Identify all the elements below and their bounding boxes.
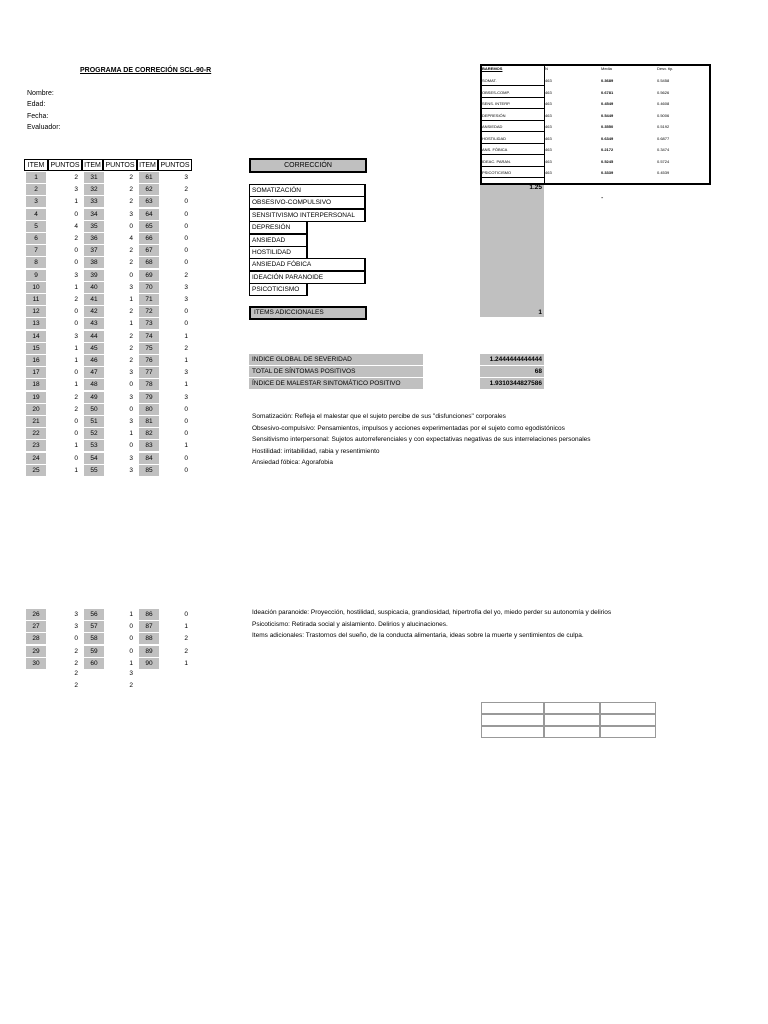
item-points: 2 (184, 635, 188, 643)
baremos-table (480, 64, 711, 185)
baremos-cell: HOSTILIDAD (482, 135, 507, 141)
item-number: 17 (26, 367, 46, 378)
item-number: 57 (84, 621, 104, 632)
baremos-row-divider (480, 97, 544, 98)
scale-label: HOSTILIDAD (249, 246, 308, 259)
item-number: 32 (84, 184, 104, 195)
item-points: 0 (184, 466, 188, 474)
description-line: Sensitivismo interpersonal: Sujetos autorreferenciales y con expectativas negativas de sus interrelaciones personales (252, 436, 591, 443)
item-points: 1 (129, 611, 133, 618)
item-points: 1 (74, 198, 78, 206)
item-points: 0 (129, 635, 133, 643)
item-number: 40 (84, 282, 104, 293)
baremos-row-divider (480, 131, 544, 132)
item-number: 19 (26, 392, 46, 403)
item-column-header: PUNTOS (158, 159, 192, 171)
scale-label: ANSIEDAD (249, 234, 308, 247)
scale-label: OBSESIVO-COMPULSIVO (249, 196, 366, 209)
item-points: 1 (74, 466, 78, 474)
item-number: 67 (139, 245, 159, 256)
item-points: 1 (184, 381, 188, 389)
item-column-header: ITEM (24, 159, 48, 171)
item-points: 3 (129, 466, 133, 474)
item-points: 2 (74, 647, 78, 655)
item-number: 80 (139, 404, 159, 415)
baremos-cell: 463 (545, 170, 552, 175)
item-points: 2 (74, 296, 78, 303)
item-points: 1 (74, 381, 78, 389)
item-points: 0 (129, 623, 133, 631)
item-number: 43 (84, 318, 104, 329)
somatizacion-score: 1.25 (529, 184, 542, 191)
additional-items-label: ITEMS ADICCIONALES (249, 306, 367, 320)
item-number: 35 (84, 221, 104, 232)
item-points: 3 (184, 369, 188, 377)
item-points: 0 (184, 247, 188, 255)
baremos-cell: 463 (545, 158, 552, 164)
index-label: ÍNDICE DE MALESTAR SINTOMÁTICO POSITIVO (249, 378, 423, 389)
item-number: 66 (139, 233, 159, 244)
item-number: 72 (139, 306, 159, 317)
baremos-cell: 0.6781 (601, 89, 614, 95)
item-number: 50 (84, 404, 104, 415)
item-number: 62 (139, 184, 159, 195)
empty-grid-cell (600, 726, 656, 738)
item-points: 1 (184, 623, 188, 631)
page-title: PROGRAMA DE CORRECIÓN SCL-90-R (80, 67, 212, 74)
extra-points: 3 (129, 670, 133, 677)
item-number: 24 (26, 453, 46, 464)
item-number: 16 (26, 355, 46, 366)
baremos-cell: 463 (545, 101, 552, 106)
item-number: 73 (139, 318, 159, 329)
name-label: Nombre: (27, 90, 54, 97)
item-number: 2 (26, 184, 46, 195)
item-column-header: PUNTOS (48, 159, 82, 171)
description-line: Psicoticismo: Retirada social y aislamiento. Delirios y alucinaciones. (252, 620, 448, 628)
item-number: 74 (139, 331, 159, 342)
item-points: 0 (184, 210, 188, 218)
item-points: 3 (74, 623, 78, 631)
age-label: Edad: (27, 101, 46, 108)
baremos-cell: 0.2172 (601, 147, 614, 152)
baremos-row-divider (480, 177, 544, 178)
item-number: 84 (139, 453, 159, 464)
item-number: 47 (84, 367, 104, 378)
item-points: 0 (74, 247, 78, 255)
description-line: Somatización: Refleja el malestar que el sujeto percibe de sus "disfunciones" corporales (252, 413, 506, 420)
index-value: 68 (480, 366, 544, 377)
baremos-row-divider (480, 143, 544, 144)
baremos-row-divider (480, 85, 544, 86)
item-number: 64 (139, 209, 159, 220)
item-number: 21 (26, 416, 46, 427)
item-number: 34 (84, 209, 104, 220)
item-number: 48 (84, 379, 104, 390)
item-points: 0 (184, 405, 188, 413)
item-points: 3 (129, 418, 133, 425)
item-number: 87 (139, 621, 159, 632)
baremos-cell: 0.6877 (657, 135, 670, 141)
baremos-cell: ANS. FÓBICA (482, 147, 508, 152)
baremos-cell: 0.4608 (657, 101, 670, 106)
empty-grid-cell (481, 714, 544, 726)
item-number: 85 (139, 465, 159, 476)
item-number: 51 (84, 416, 104, 427)
item-points: 0 (184, 235, 188, 242)
item-number: 3 (26, 196, 46, 207)
item-points: 2 (74, 405, 78, 413)
item-points: 1 (129, 430, 133, 438)
item-points: 3 (129, 454, 133, 462)
item-points: 0 (129, 222, 133, 230)
item-points: 0 (129, 271, 133, 279)
item-points: 2 (129, 308, 133, 316)
item-points: 1 (184, 332, 188, 340)
item-number: 4 (26, 209, 46, 220)
item-points: 2 (129, 247, 133, 255)
item-points: 0 (184, 611, 188, 618)
item-number: 58 (84, 633, 104, 644)
item-number: 13 (26, 318, 46, 329)
baremos-cell: 0.5006 (657, 112, 670, 118)
item-number: 14 (26, 331, 46, 342)
item-number: 52 (84, 428, 104, 439)
baremos-cell: ANSIEDAD (482, 124, 503, 129)
item-points: 2 (74, 174, 78, 181)
baremos-cell: 0.3339 (601, 170, 614, 175)
baremos-header: Media (601, 66, 612, 71)
baremos-cell: PSICOTICISMO (482, 170, 512, 175)
item-points: 3 (129, 210, 133, 218)
item-number: 61 (139, 172, 159, 183)
item-points: 1 (184, 442, 188, 450)
item-points: 2 (129, 357, 133, 364)
item-points: 0 (184, 222, 188, 230)
item-points: 0 (184, 308, 188, 316)
item-number: 15 (26, 343, 46, 354)
item-points: 2 (74, 235, 78, 242)
empty-grid-cell (544, 726, 600, 738)
item-number: 18 (26, 379, 46, 390)
item-number: 41 (84, 294, 104, 305)
item-number: 53 (84, 440, 104, 451)
item-number: 88 (139, 633, 159, 644)
item-number: 46 (84, 355, 104, 366)
item-column-header: ITEM (82, 159, 103, 171)
item-number: 7 (26, 245, 46, 256)
baremos-cell: OBSES-COMP. (482, 89, 510, 95)
item-number: 30 (26, 658, 46, 669)
item-points: 3 (184, 174, 188, 181)
item-points: 2 (129, 259, 133, 267)
item-points: 3 (74, 611, 78, 618)
index-value: 1.9310344827586 (480, 378, 544, 389)
item-column-header: PUNTOS (103, 159, 137, 171)
baremos-row-divider (480, 108, 544, 109)
baremos-header: N (545, 66, 548, 71)
item-points: 1 (74, 283, 78, 291)
baremos-row-divider (480, 120, 544, 121)
scale-label: PSICOTICISMO (249, 283, 308, 296)
item-points: 3 (184, 283, 188, 291)
baremos-cell: 0.3689 (601, 78, 614, 83)
item-points: 1 (74, 344, 78, 352)
empty-grid-cell (600, 702, 656, 714)
item-points: 2 (129, 344, 133, 352)
index-label: TOTAL DE SÍNTOMAS POSITIVOS (249, 366, 423, 377)
item-points: 3 (74, 271, 78, 279)
item-points: 1 (129, 320, 133, 328)
item-number: 65 (139, 221, 159, 232)
description-line: Obsesivo-compulsivo: Pensamientos, impulsos y acciones experimentadas por el sujeto como egodistónicos (252, 424, 565, 432)
item-points: 0 (129, 442, 133, 450)
item-points: 1 (74, 357, 78, 364)
date-label: Fecha: (27, 113, 49, 120)
scale-label: ANSIEDAD FÓBICA (249, 258, 366, 271)
additional-items-score: 1 (538, 309, 542, 316)
item-number: 10 (26, 282, 46, 293)
item-points: 3 (129, 283, 133, 291)
item-number: 70 (139, 282, 159, 293)
extra-points: 2 (74, 670, 78, 677)
item-points: 0 (74, 635, 78, 643)
item-points: 2 (129, 198, 133, 206)
scale-label: IDEACIÓN PARANOIDE (249, 271, 366, 284)
item-points: 3 (129, 369, 133, 377)
item-number: 33 (84, 196, 104, 207)
baremos-cell: SENS. INTERP. (482, 101, 511, 106)
baremos-cell: 0.5458 (657, 78, 670, 83)
item-points: 0 (184, 198, 188, 206)
item-points: 3 (184, 393, 188, 401)
baremos-cell: 463 (545, 135, 552, 141)
item-points: 1 (184, 357, 188, 364)
item-points: 0 (184, 454, 188, 462)
baremos-header: BAREMOS (482, 66, 503, 71)
item-number: 5 (26, 221, 46, 232)
baremos-cell: 0.3550 (601, 124, 614, 129)
item-points: 3 (74, 332, 78, 340)
baremos-column-divider (544, 64, 545, 184)
empty-grid-cell (481, 702, 544, 714)
description-line: Ideación paranoide: Proyección, hostilidad, suspicacia, grandiosidad, hipertrofia del yo, miedo perder su autonomía y delirios (252, 609, 612, 616)
item-points: 0 (184, 418, 188, 425)
item-number: 20 (26, 404, 46, 415)
item-number: 56 (84, 609, 104, 620)
baremos-cell: 0.5626 (657, 89, 670, 95)
baremos-cell: 463 (545, 147, 552, 152)
baremos-cell: 463 (545, 112, 552, 118)
empty-grid-cell (600, 714, 656, 726)
description-line: Hostilidad: irritabilidad, rabia y resentimiento (252, 447, 380, 455)
item-points: 0 (74, 418, 78, 425)
item-number: 26 (26, 609, 46, 620)
baremos-cell: 463 (545, 78, 552, 83)
item-number: 76 (139, 355, 159, 366)
baremos-row-divider (480, 166, 544, 167)
item-points: 2 (184, 344, 188, 352)
item-number: 39 (84, 270, 104, 281)
item-number: 6 (26, 233, 46, 244)
item-points: 4 (74, 222, 78, 230)
description-line: Items adicionales: Trastornos del sueño, de la conducta alimentaria, ideas sobre la muerte y sentimientos de culpa. (252, 632, 584, 639)
item-number: 55 (84, 465, 104, 476)
item-points: 2 (184, 647, 188, 655)
item-number: 36 (84, 233, 104, 244)
baremos-cell: 0.5724 (657, 158, 670, 164)
baremos-cell: 0.5245 (601, 158, 614, 164)
item-points: 1 (129, 659, 133, 667)
item-number: 81 (139, 416, 159, 427)
item-number: 25 (26, 465, 46, 476)
item-number: 59 (84, 646, 104, 657)
item-number: 28 (26, 633, 46, 644)
item-number: 77 (139, 367, 159, 378)
item-number: 9 (26, 270, 46, 281)
empty-grid-cell (544, 714, 600, 726)
baremos-cell: 463 (545, 124, 552, 129)
item-number: 71 (139, 294, 159, 305)
item-points: 0 (74, 454, 78, 462)
item-points: 0 (184, 320, 188, 328)
item-points: 2 (129, 332, 133, 340)
scale-label: SENSITIVISMO INTERPERSONAL (249, 209, 366, 222)
item-points: 4 (129, 235, 133, 242)
item-number: 49 (84, 392, 104, 403)
item-number: 90 (139, 658, 159, 669)
item-points: 0 (74, 430, 78, 438)
item-number: 68 (139, 257, 159, 268)
item-number: 8 (26, 257, 46, 268)
item-points: 0 (129, 647, 133, 655)
item-points: 3 (129, 393, 133, 401)
item-number: 12 (26, 306, 46, 317)
item-number: 82 (139, 428, 159, 439)
item-number: 79 (139, 392, 159, 403)
item-number: 89 (139, 646, 159, 657)
scale-label: SOMATIZACIÓN (249, 184, 366, 197)
item-points: 0 (184, 259, 188, 267)
item-points: 0 (74, 369, 78, 377)
item-number: 22 (26, 428, 46, 439)
item-number: 42 (84, 306, 104, 317)
item-points: 1 (184, 659, 188, 667)
item-points: 3 (184, 296, 188, 303)
extra-points: 2 (129, 682, 133, 689)
item-points: 1 (129, 296, 133, 303)
item-points: 2 (184, 186, 188, 194)
item-number: 54 (84, 453, 104, 464)
baremos-cell: DEPRESIÓN (482, 112, 506, 118)
item-number: 38 (84, 257, 104, 268)
item-number: 44 (84, 331, 104, 342)
item-number: 75 (139, 343, 159, 354)
scale-label: DEPRESIÓN (249, 221, 308, 234)
item-number: 45 (84, 343, 104, 354)
empty-grid-cell (544, 702, 600, 714)
item-points: 2 (129, 186, 133, 194)
item-points: 0 (129, 405, 133, 413)
baremos-cell: 0.6349 (601, 135, 614, 141)
item-number: 86 (139, 609, 159, 620)
baremos-cell: 0.5449 (601, 112, 614, 118)
item-number: 29 (26, 646, 46, 657)
item-number: 37 (84, 245, 104, 256)
item-points: 0 (74, 259, 78, 267)
baremos-cell: IDEAC. PARAN. (482, 158, 512, 164)
item-points: 3 (74, 186, 78, 194)
baremos-cell: SOMAT. (482, 78, 497, 83)
empty-grid-cell (481, 726, 544, 738)
description-line: Ansiedad fóbica: Agorafobia (252, 459, 333, 466)
item-number: 69 (139, 270, 159, 281)
item-points: 0 (74, 308, 78, 316)
item-points: 0 (74, 210, 78, 218)
item-number: 27 (26, 621, 46, 632)
baremos-row-divider (480, 154, 544, 155)
item-points: 2 (74, 393, 78, 401)
item-number: 31 (84, 172, 104, 183)
item-number: 23 (26, 440, 46, 451)
index-label: INDICE GLOBAL DE SEVERIDAD (249, 354, 423, 365)
item-number: 83 (139, 440, 159, 451)
dash-mark: - (601, 195, 604, 202)
item-points: 0 (129, 381, 133, 389)
item-points: 2 (129, 174, 133, 181)
item-number: 11 (26, 294, 46, 305)
evaluator-label: Evaluador: (27, 124, 61, 131)
item-points: 2 (184, 271, 188, 279)
item-number: 78 (139, 379, 159, 390)
scores-column (480, 184, 544, 317)
item-number: 60 (84, 658, 104, 669)
item-number: 63 (139, 196, 159, 207)
correction-header: CORRECCIÓN (249, 158, 367, 173)
baremos-cell: 0.4539 (657, 170, 670, 175)
baremos-cell: 0.3474 (657, 147, 670, 152)
baremos-cell: 463 (545, 89, 552, 95)
index-value: 1.2444444444444 (480, 354, 544, 365)
item-number: 1 (26, 172, 46, 183)
item-points: 0 (184, 430, 188, 438)
baremos-header: Desv. tip. (657, 66, 674, 71)
item-column-header: ITEM (137, 159, 158, 171)
item-points: 1 (74, 442, 78, 450)
item-points: 0 (74, 320, 78, 328)
baremos-cell: 0.4549 (601, 101, 614, 106)
extra-points: 2 (74, 682, 78, 689)
item-points: 2 (74, 659, 78, 667)
baremos-cell: 0.5192 (657, 124, 670, 129)
